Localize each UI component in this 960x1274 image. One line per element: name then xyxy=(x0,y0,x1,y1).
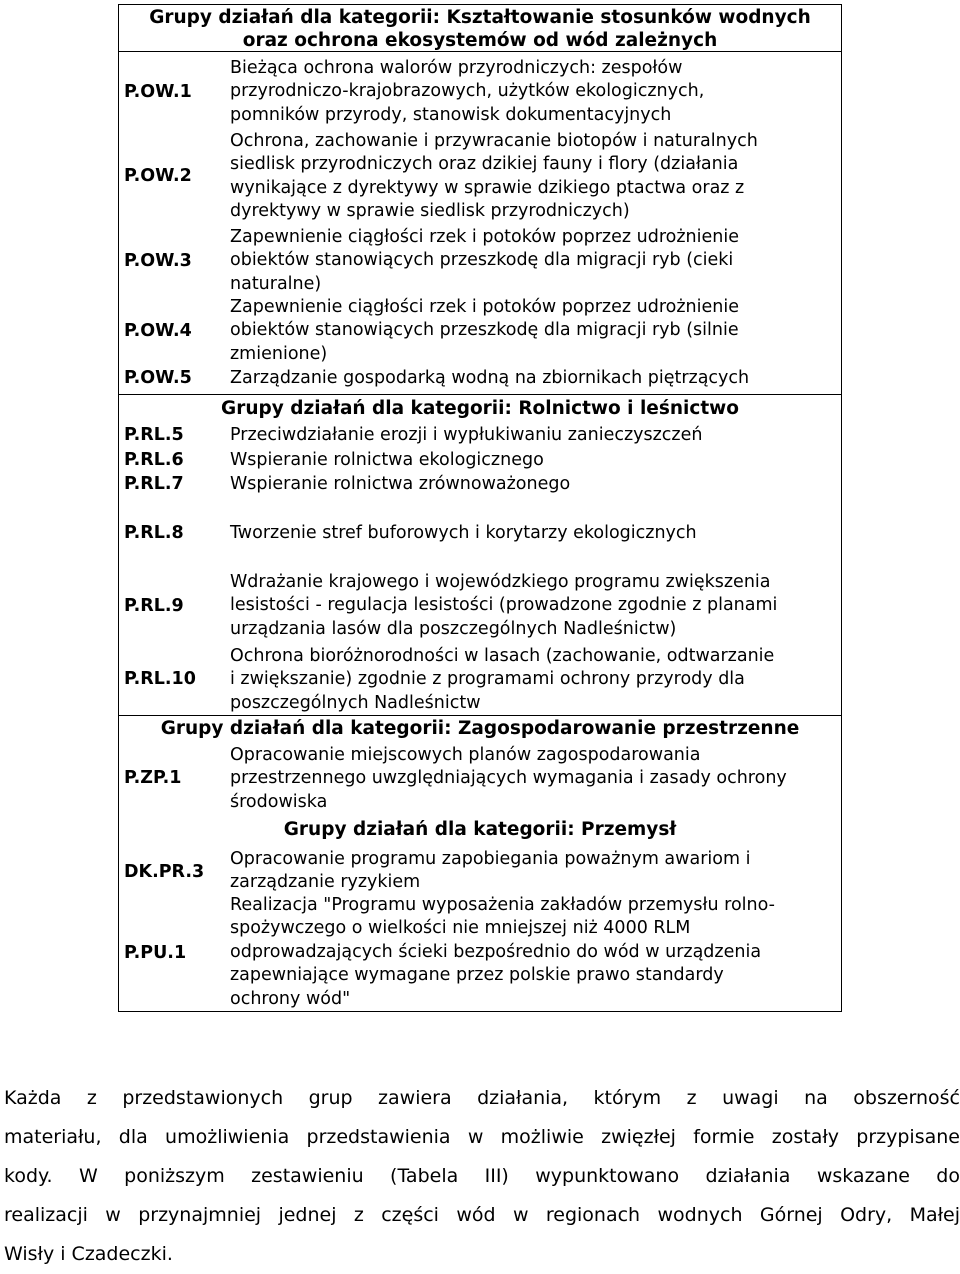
table-rule xyxy=(118,394,842,395)
section-header-line: Grupy działań dla kategorii: Rolnictwo i leśnictwo xyxy=(221,398,739,419)
row-code: P.OW.1 xyxy=(124,82,192,102)
row-code: P.RL.8 xyxy=(124,523,184,543)
row-description: Wdrażanie krajowego i wojewódzkiego programu zwiększenia lesistości - regulacja lesistości (prowadzone zgodnie z planami urządzania lasów dla poszczególnych Nadleśnictw) xyxy=(230,572,778,639)
row-description: Tworzenie stref buforowych i korytarzy ekologicznych xyxy=(230,523,697,543)
row-description: Zapewnienie ciągłości rzek i potoków poprzez udrożnienie obiektów stanowiących przeszkodę dla migracji ryb (cieki naturalne) xyxy=(230,227,739,294)
row-description: Ochrona bioróżnorodności w lasach (zachowanie, odtwarzanie i zwiększanie) zgodnie z programami ochrony przyrody dla poszczególnych Nadleśnictw xyxy=(230,646,775,713)
row-description: Opracowanie miejscowych planów zagospodarowania przestrzennego uwzględniających wymagania i zasady ochrony środowiska xyxy=(230,745,787,812)
paragraph-line: Każda z przedstawionych grup zawiera działania, którym z uwagi na obszerność xyxy=(4,1087,960,1109)
row-code: P.OW.2 xyxy=(124,166,192,186)
table-border-left xyxy=(118,4,119,1011)
row-code: P.PU.1 xyxy=(124,943,187,963)
body-paragraph xyxy=(4,1079,960,1274)
row-code: P.RL.5 xyxy=(124,425,184,445)
row-code: P.OW.5 xyxy=(124,368,192,388)
paragraph-line: kody. W poniższym zestawieniu (Tabela III) wypunktowano działania wskazane do xyxy=(4,1165,960,1187)
paragraph-line: realizacji w przynajmniej jednej z części wód w regionach wodnych Górnej Odry, Małej xyxy=(4,1204,960,1226)
row-code: P.OW.4 xyxy=(124,321,192,341)
row-code: P.ZP.1 xyxy=(124,768,182,788)
section-header-line: oraz ochrona ekosystemów od wód zależnych xyxy=(242,30,718,51)
table-border-top xyxy=(118,4,842,5)
row-description: Realizacja "Programu wyposażenia zakładów przemysłu rolno- spożywczego o wielkości nie mniejszej niż 4000 RLM odprowadzających ścieki bezpośrednio do wód w urządzenia zapewniające wymagane przez polskie prawo standardy ochrony wód" xyxy=(230,895,775,1009)
actions-table xyxy=(118,4,842,1012)
section-header-line: Grupy działań dla kategorii: Kształtowanie stosunków wodnych xyxy=(149,7,811,28)
row-description: Wspieranie rolnictwa zrównoważonego xyxy=(230,474,571,494)
paragraph-line: Wisły i Czadeczki. xyxy=(4,1243,173,1265)
row-description: Przeciwdziałanie erozji i wypłukiwaniu zanieczyszczeń xyxy=(230,425,703,445)
row-description: Wspieranie rolnictwa ekologicznego xyxy=(230,450,544,470)
row-description: Zarządzanie gospodarką wodną na zbiornikach piętrzących xyxy=(230,368,750,388)
row-description: Opracowanie programu zapobiegania poważnym awariom i zarządzanie ryzykiem xyxy=(230,849,751,893)
row-code: P.RL.10 xyxy=(124,669,196,689)
row-code: P.OW.3 xyxy=(124,251,192,271)
row-code: DK.PR.3 xyxy=(124,862,205,882)
section-header-line: Grupy działań dla kategorii: Przemysł xyxy=(283,819,677,840)
paragraph-line: materiału, dla umożliwienia przedstawienia w możliwie zwięzłej formie zostały przypisane xyxy=(4,1126,960,1148)
row-code: P.RL.9 xyxy=(124,596,184,616)
row-description: Zapewnienie ciągłości rzek i potoków poprzez udrożnienie obiektów stanowiących przeszkodę dla migracji ryb (silnie zmienione) xyxy=(230,297,739,364)
row-description: Ochrona, zachowanie i przywracanie biotopów i naturalnych siedlisk przyrodniczych oraz dzikiej fauny i flory (działania wynikające z dyrektywy w sprawie dzikiego ptactwa oraz z dyrektywy w sprawie siedlisk przyrodniczych) xyxy=(230,131,758,222)
section-header xyxy=(118,397,842,420)
section-header xyxy=(118,818,842,841)
row-code: P.RL.6 xyxy=(124,450,184,470)
table-border-right xyxy=(841,4,842,1011)
section-header-line: Grupy działań dla kategorii: Zagospodarowanie przestrzenne xyxy=(160,718,800,739)
row-code: P.RL.7 xyxy=(124,474,184,494)
section-header xyxy=(118,6,842,52)
row-description: Bieżąca ochrona walorów przyrodniczych: zespołów przyrodniczo-krajobrazowych, użytków ekologicznych, pomników przyrody, stanowisk dokumentacyjnych xyxy=(230,58,705,125)
table-border-bottom xyxy=(118,1011,842,1012)
section-header xyxy=(118,717,842,740)
